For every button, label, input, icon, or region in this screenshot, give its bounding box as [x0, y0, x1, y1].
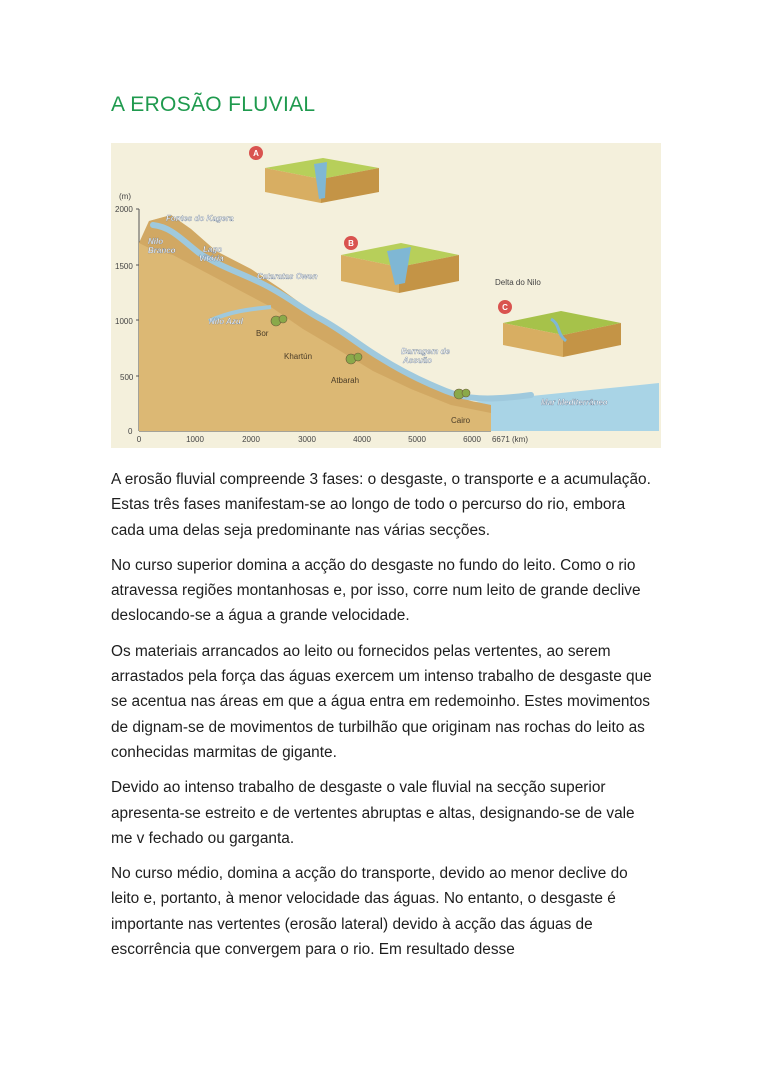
- paragraph-2: No curso superior domina a acção do desgaste no fundo do leito. Como o rio atravessa regiões montanhosas e, por isso, corre num leito de grande declive deslocando-se a água a grande velocidade.: [111, 556, 641, 625]
- label-nilo-branco-1: Nilo: [148, 237, 164, 246]
- label-nilo-branco-2: Branco: [148, 246, 176, 255]
- x-tick-0: 0: [136, 435, 142, 444]
- label-lago-1: Lago: [203, 245, 223, 254]
- y-tick-1000: 1000: [115, 317, 133, 326]
- label-nilo-azul: Nilo Azul: [209, 317, 243, 326]
- paragraph-5: No curso médio, domina a acção do transporte, devido ao menor declive do leito e, portanto, à menor velocidade das águas. No entanto, o desgaste é importante nas vertentes (erosão lateral) devido à acção das águas de escorrência que convergem para o rio. Em resultado desse: [111, 865, 628, 959]
- x-tick-5000: 5000: [408, 435, 426, 444]
- x-tick-3000: 3000: [298, 435, 316, 444]
- label-cataratas: Cataratas Owen: [257, 272, 318, 281]
- marker-a: A: [253, 149, 259, 158]
- x-tick-2000: 2000: [242, 435, 260, 444]
- paragraph-4: Devido ao intenso trabalho de desgaste o vale fluvial na secção superior apresenta-se estreito e de vertentes abruptas e altas, designando-se de vale me v fechado ou garganta.: [111, 779, 635, 847]
- label-cairo: Cairo: [451, 416, 471, 425]
- x-end-label: 6671 (km): [491, 435, 529, 444]
- y-tick-1500: 1500: [115, 262, 133, 271]
- paragraph-3: Os materiais arrancados ao leito ou fornecidos pelas vertentes, ao serem arrastados pela força das águas exercem um intenso trabalho de desgaste que se acentua nas áreas em que a água entra em redemoinho. Estes movimentos de dignam-se de movimentos de turbilhão que originam nas rochas do leito as conhecidas marmitas de gigante.: [111, 642, 652, 761]
- label-barragem-2: Assuão: [403, 356, 432, 365]
- document-body: [111, 467, 659, 972]
- label-atbarah: Atbarah: [331, 376, 360, 385]
- nile-profile-diagram: [111, 143, 661, 448]
- label-lago-2: Vitória: [199, 254, 224, 263]
- x-tick-4000: 4000: [353, 435, 371, 444]
- label-khartum: Khartún: [284, 352, 313, 361]
- y-unit-label: (m): [119, 192, 131, 201]
- label-bor: Bor: [256, 329, 269, 338]
- marker-c: C: [502, 303, 508, 312]
- label-delta: Delta do Nilo: [495, 278, 541, 287]
- label-mar: Mar Mediterrâneo: [541, 398, 608, 407]
- y-tick-0: 0: [128, 427, 133, 436]
- paragraph-1: A erosão fluvial compreende 3 fases: o desgaste, o transporte e a acumulação. Estas três fases manifestam-se ao longo de todo o percurso do rio, embora cada uma delas seja predominante nas várias secções.: [111, 471, 651, 539]
- x-tick-6000: 6000: [463, 435, 481, 444]
- page-title: A EROSÃO FLUVIAL: [111, 93, 316, 116]
- marker-b: B: [348, 239, 354, 248]
- label-barragem-1: Barragem de: [401, 347, 450, 356]
- label-fontes: Fontes do Kagera: [166, 214, 234, 223]
- nile-profile-figure: [111, 143, 661, 448]
- y-tick-500: 500: [120, 373, 134, 382]
- x-tick-1000: 1000: [186, 435, 204, 444]
- y-tick-2000: 2000: [115, 205, 133, 214]
